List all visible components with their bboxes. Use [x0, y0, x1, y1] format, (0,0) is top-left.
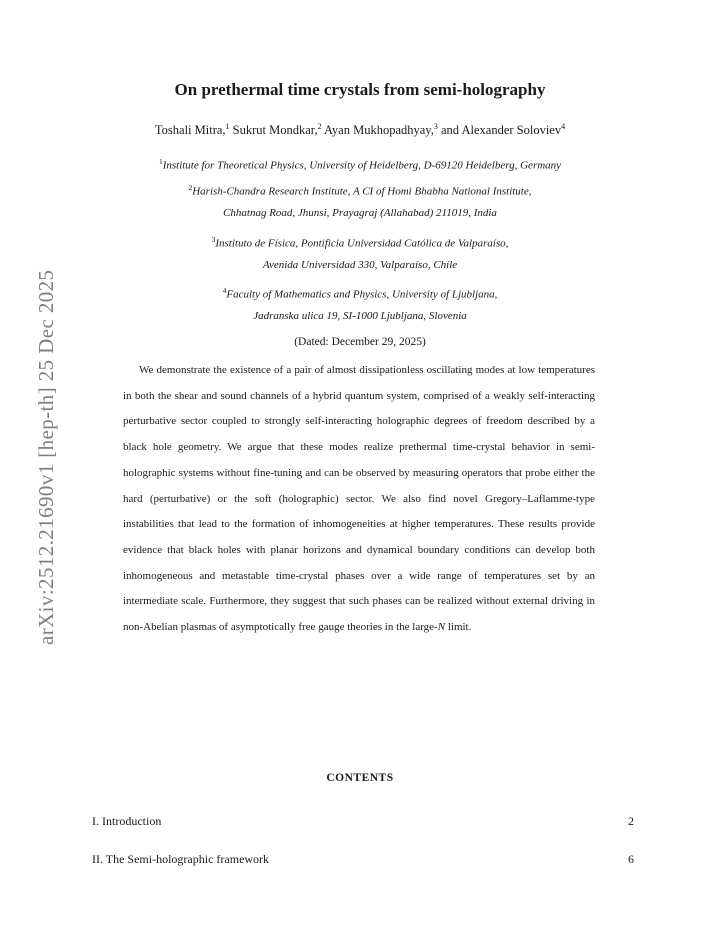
- toc-entry-page[interactable]: 6: [628, 852, 634, 866]
- author-list: [0, 122, 720, 138]
- toc-entry-label[interactable]: I. Introduction: [92, 814, 162, 828]
- author-name: Toshali Mitra,: [154, 123, 226, 138]
- affiliation-marker: 1: [225, 122, 230, 131]
- affiliation-4: [0, 284, 720, 302]
- abstract-text: We demonstrate the existence of a pair of almost dissipationless oscillating modes at low temperatures in both the shear and sound channels of a hybrid quantum system, comprised of a weakly self-interacting perturbative sector coupled to strongly self-interacting holographic degrees of freedom described by a black hole geometry. We argue that these modes realize prethermal time-crystal behavior in semi-holographic systems without fine-tuning and can be observed by measuring operators that probe either the hard (perturbative) or the soft (holographic) sector. We also find novel Gregory–Laflamme-type instabilities that lead to the formation of inhomogeneities at higher temperatures. These results provide evidence that black holes with planar horizons and dynamical boundary conditions can develop both inhomogeneous and metastable time-crystal phases over a wide range of temperatures set by an intermediate scale. Furthermore, they suggest that such phases can be realized without external driving in non-Abelian plasmas of asymptotically free gauge theories in the large-: [123, 364, 595, 634]
- affiliation-number: 4: [222, 286, 227, 295]
- toc-entry-label[interactable]: II. The Semi-holographic framework: [92, 852, 270, 866]
- affiliation-marker: 2: [317, 122, 322, 131]
- affiliation-4-address: Jadranska ulica 19, SI-1000 Ljubljana, Slovenia: [253, 310, 467, 322]
- paper-title: On prethermal time crystals from semi-holography: [174, 80, 546, 99]
- toc-entry-page[interactable]: 2: [628, 814, 634, 828]
- affiliation-marker: 3: [433, 122, 438, 131]
- affiliation-marker: 4: [561, 122, 566, 131]
- contents-heading: CONTENTS: [326, 772, 394, 784]
- affiliation-number: 3: [211, 235, 216, 244]
- abstract: [123, 358, 595, 641]
- abstract-text-end: limit.: [445, 621, 472, 634]
- abstract-math-n: N: [437, 621, 446, 634]
- author-name: Ayan Mukhopadhyay,: [324, 123, 434, 138]
- affiliation-number: 1: [158, 157, 163, 166]
- affiliation-line: Faculty of Mathematics and Physics, University of Ljubljana,: [226, 288, 498, 301]
- affiliation-line: Institute for Theoretical Physics, University of Heidelberg, D-69120 Heidelberg, Germany: [162, 159, 562, 172]
- affiliation-number: 2: [188, 183, 193, 192]
- affiliation-2: [0, 181, 720, 199]
- dated-line: (Dated: December 29, 2025): [294, 336, 426, 348]
- author-name: Sukrut Mondkar,: [232, 123, 318, 138]
- affiliation-1: [0, 155, 720, 173]
- affiliation-2-address: Chhatnag Road, Jhunsi, Prayagraj (Allahabad) 211019, India: [223, 207, 497, 219]
- affiliation-3: [0, 233, 720, 251]
- toc-entry-semi-holographic-framework[interactable]: [92, 852, 634, 867]
- author-name: and Alexander Soloviev: [440, 123, 562, 138]
- arxiv-identifier-stamp: arXiv:2512.21690v1 [hep-th] 25 Dec 2025: [34, 269, 58, 645]
- toc-entry-introduction[interactable]: [92, 814, 634, 829]
- affiliation-line: Harish-Chandra Research Institute, A CI of Homi Bhabha National Institute,: [192, 185, 532, 198]
- affiliation-line: Instituto de Física, Pontificia Universidad Católica de Valparaíso,: [215, 237, 509, 250]
- affiliation-3-address: Avenida Universidad 330, Valparaíso, Chile: [262, 259, 458, 271]
